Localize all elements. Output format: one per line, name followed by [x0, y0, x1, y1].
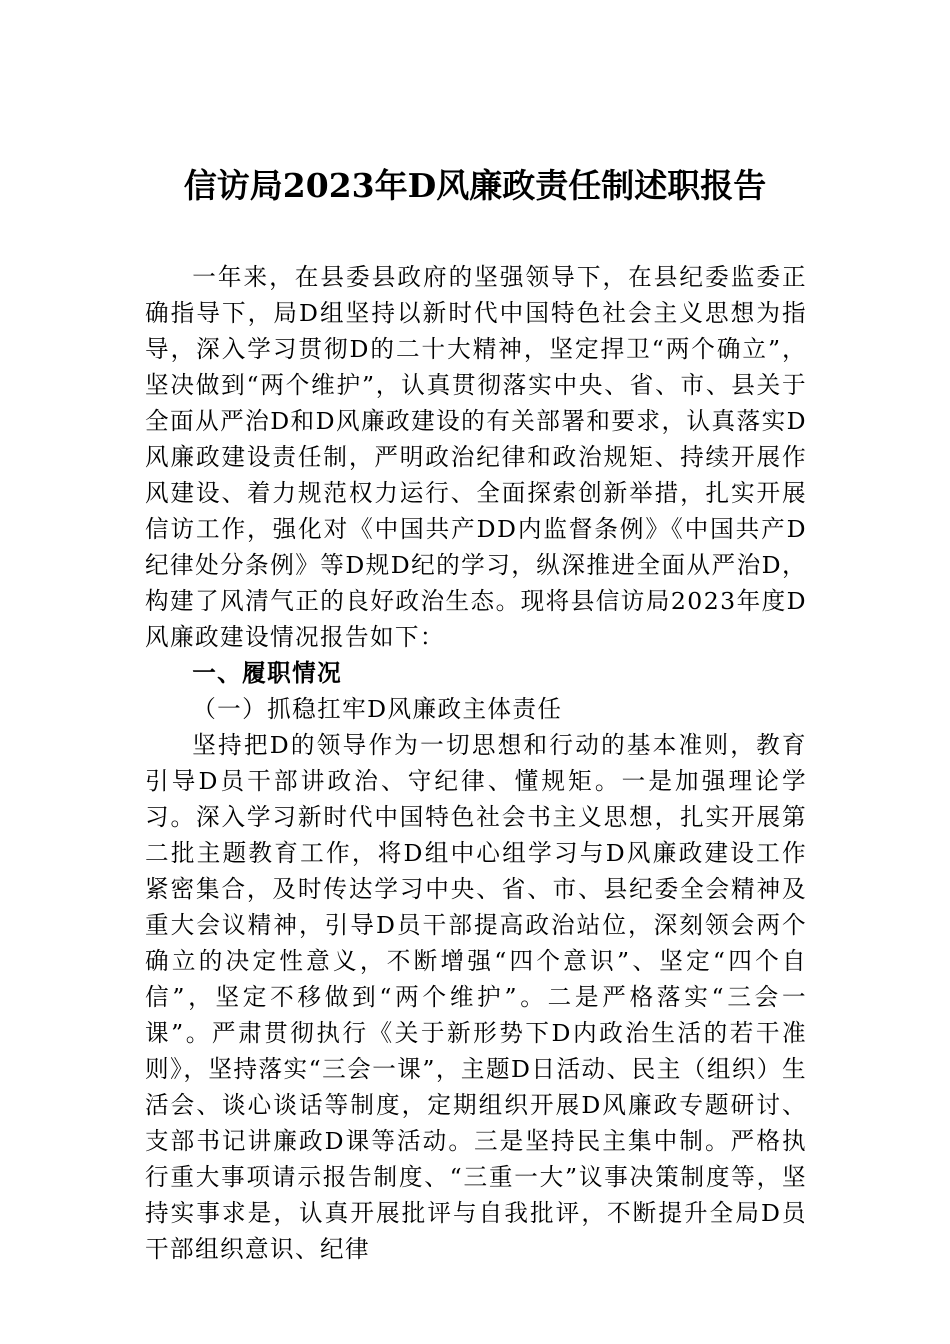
subsection-paragraph: 坚持把D的领导作为一切思想和行动的基本准则，教育引导D员干部讲政治、守纪律、懂规矩。一是加强理论学习。深入学习新时代中国特色社会书主义思想，扎实开展第二批主题教育工作，将D组中心组学习与D风廉政建设工作紧密集合，及时传达学习中央、省、市、县纪委全会精神及重大会议精神，引导D员干部提高政治站位，深刻领会两个确立的决定性意义，不断增强“四个意识”、坚定“四个自信”，坚定不移做到“两个维护”。二是严格落实“三会一课”。严肃贯彻执行《关于新形势下D内政治生活的若干准则》，坚持落实“三会一课”，主题D日活动、民主（组织）生活会、谈心谈话等制度，定期组织开展D风廉政专题研讨、支部书记讲廉政D课等活动。三是坚持民主集中制。严格执行重大事项请示报告制度、“三重一大”议事决策制度等，坚持实事求是，认真开展批评与自我批评，不断提升全局D员干部组织意识、纪律	[145, 731, 807, 1263]
document-title: 信访局2023年D风廉政责任制述职报告	[183, 166, 767, 205]
subsection-heading: （一）抓稳扛牢D风廉政主体责任	[192, 695, 563, 723]
intro-paragraph: 一年来，在县委县政府的坚强领导下，在县纪委监委正确指导下，局D组坚持以新时代中国特色社会主义思想为指导，深入学习贯彻D的二十大精神，坚定捍卫“两个确立”，坚决做到“两个维护”，认真贯彻落实中央、省、市、县关于全面从严治D和D风廉政建设的有关部署和要求，认真落实D风廉政建设责任制，严明政治纪律和政治规矩、持续开展作风建设、着力规范权力运行、全面探索创新举措，扎实开展信访工作，强化对《中国共产DD内监督条例》《中国共产D纪律处分条例》等D规D纪的学习，纵深推进全面从严治D，构建了风清气正的良好政治生态。现将县信访局2023年度D风廉政建设情况报告如下：	[145, 263, 807, 651]
section-heading: 一、履职情况	[192, 659, 343, 687]
document-body	[145, 259, 807, 1267]
